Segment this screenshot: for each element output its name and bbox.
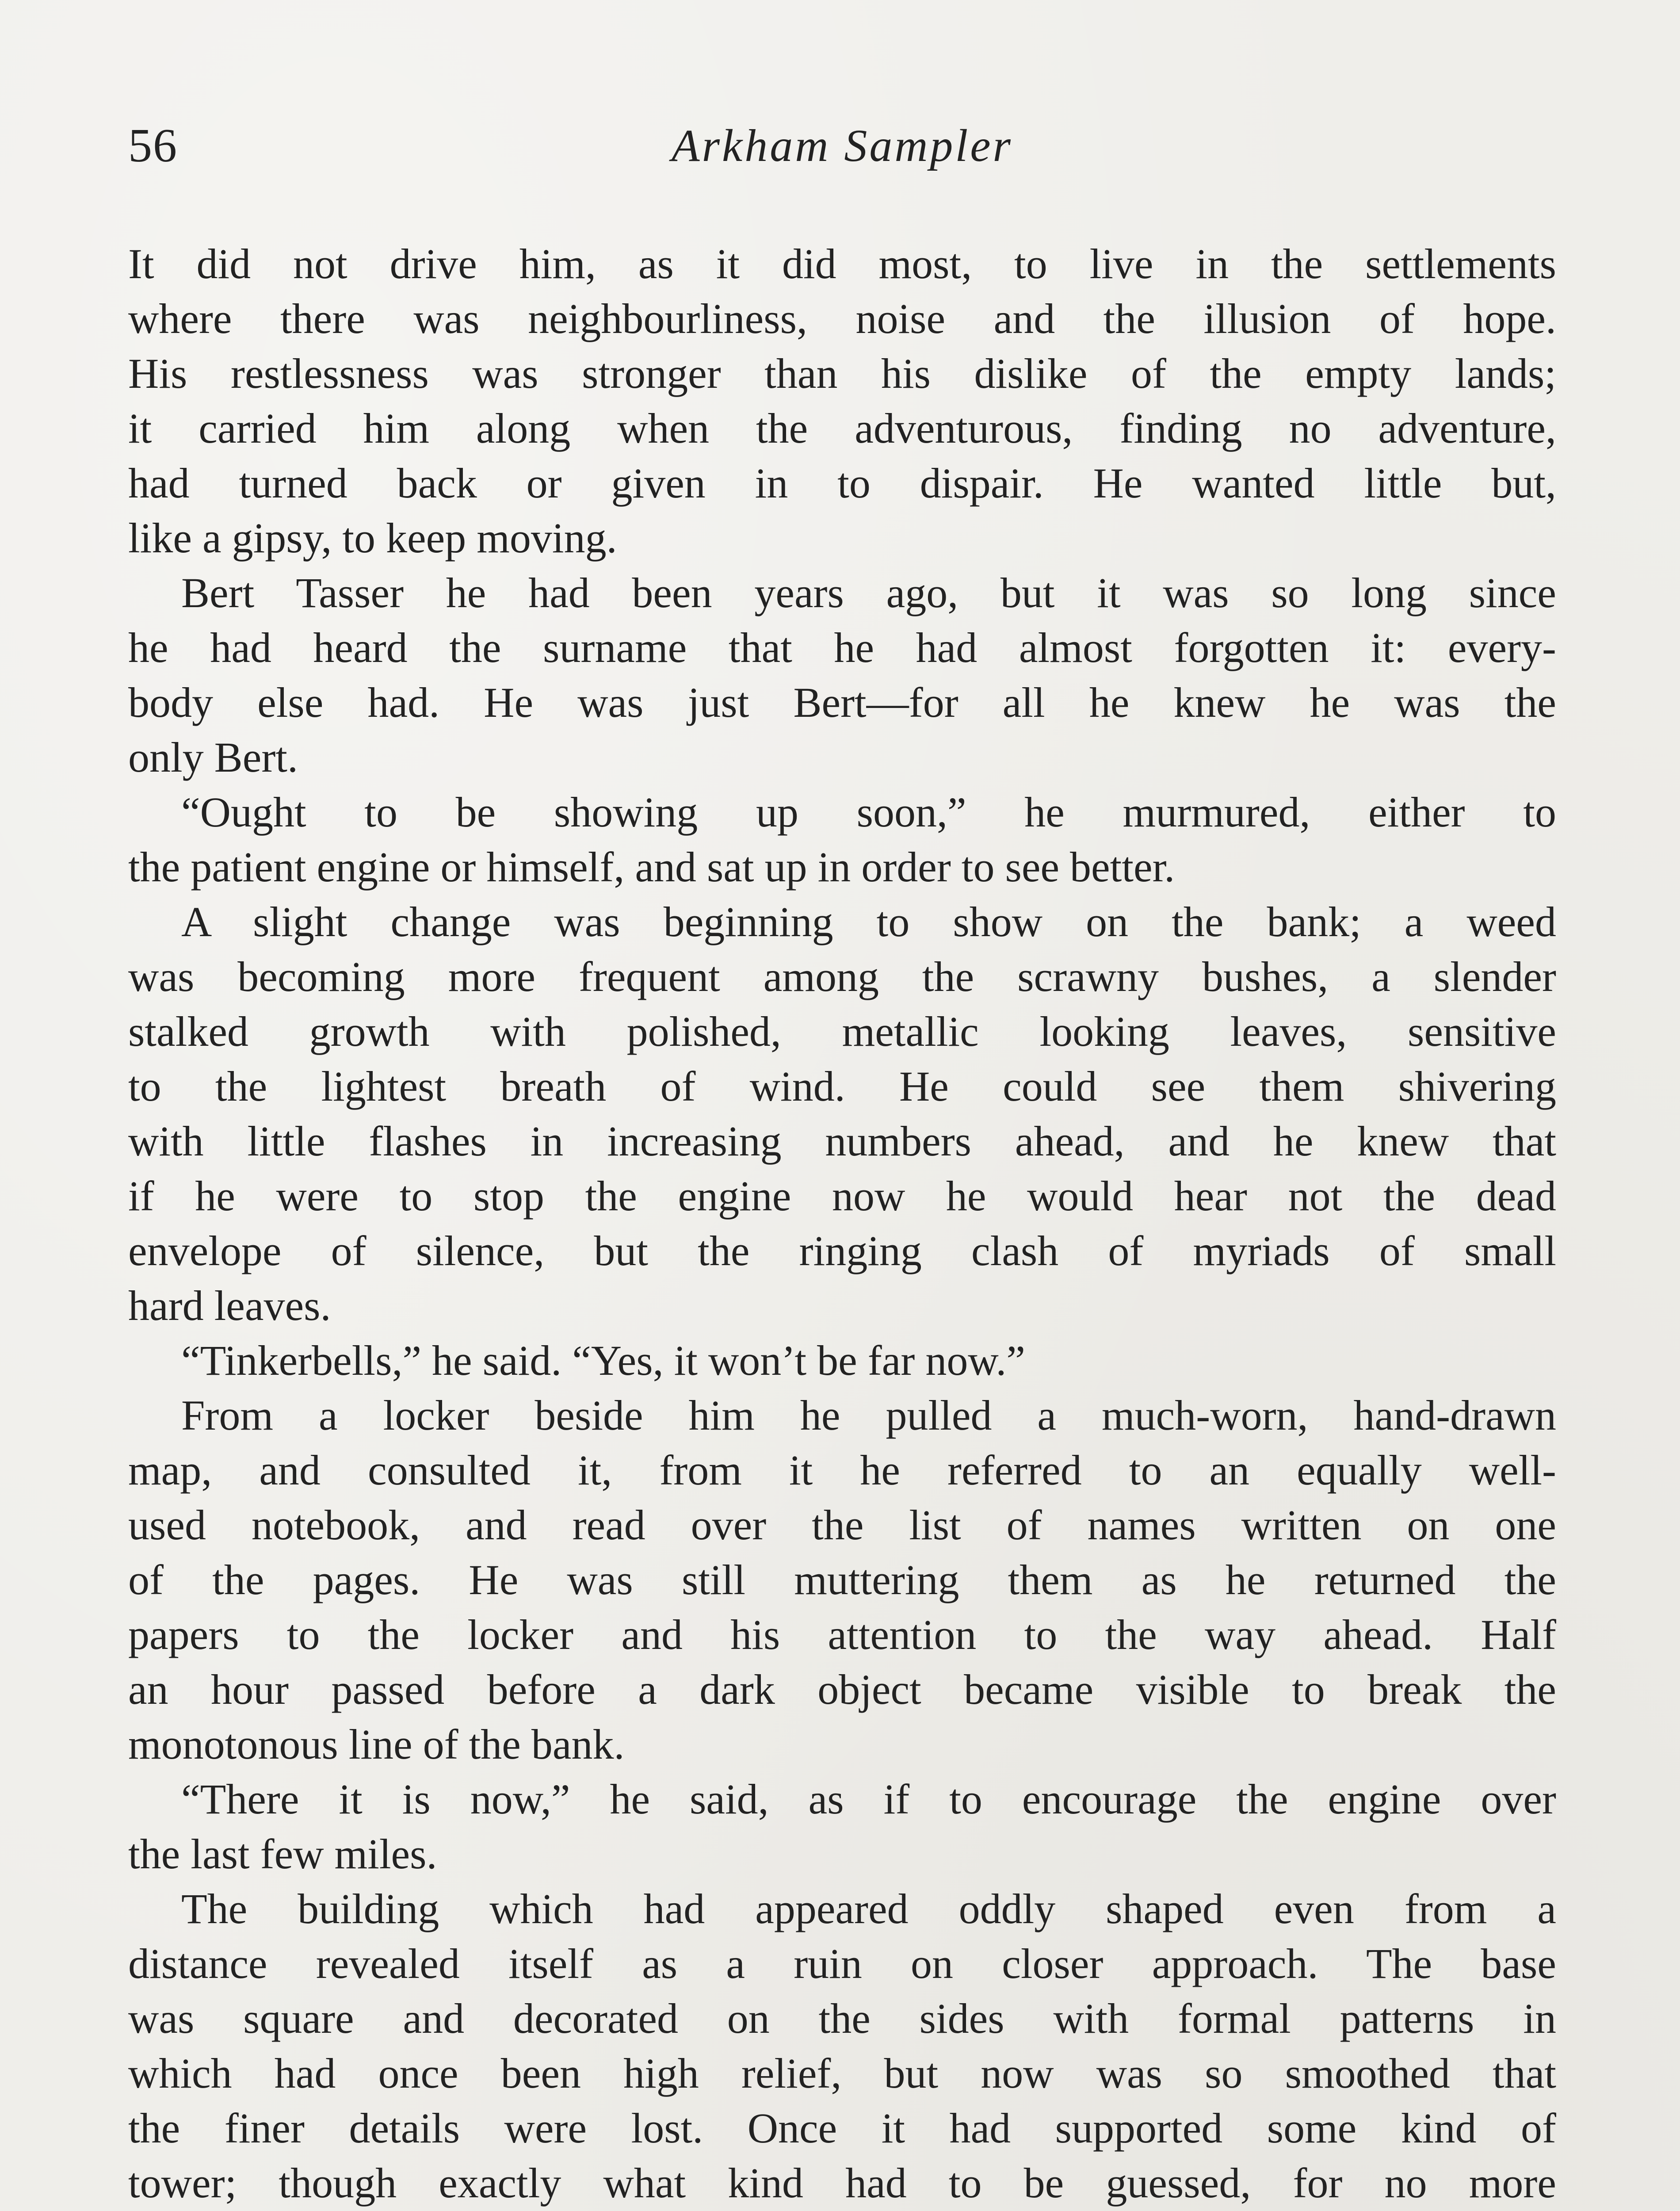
text-line: map, and consulted it, from it he referred to an equally well- xyxy=(128,1446,1556,1494)
text-line: envelope of silence, but the ringing clash of myriads of small xyxy=(128,1227,1556,1274)
text-line: monotonous line of the bank. xyxy=(128,1721,625,1768)
text-line: stalked growth with polished, metallic looking leaves, sensitive xyxy=(128,1008,1556,1055)
text-line: hard leaves. xyxy=(128,1282,331,1329)
text-line: he had heard the surname that he had almost forgotten it: every- xyxy=(128,624,1556,671)
text-line: which had once been high relief, but now was so smoothed that xyxy=(128,2050,1556,2097)
text-line: had turned back or given in to dispair. He wanted little but, xyxy=(128,459,1556,507)
text-line: distance revealed itself as a ruin on closer approach. The base xyxy=(128,1940,1556,1987)
text-line: where there was neighbourliness, noise and the illusion of hope. xyxy=(128,295,1556,342)
page-number: 56 xyxy=(128,119,178,172)
text-line: used notebook, and read over the list of names written on one xyxy=(128,1501,1556,1549)
text-line: tower; though exactly what kind had to be guessed, for no more xyxy=(128,2159,1556,2207)
page-header xyxy=(128,117,1556,188)
text-line: like a gipsy, to keep moving. xyxy=(128,514,617,562)
text-line: the last few miles. xyxy=(128,1830,437,1878)
text-line: papers to the locker and his attention to the way ahead. Half xyxy=(128,1611,1556,1658)
text-line: From a locker beside him he pulled a much-worn, hand-drawn xyxy=(181,1392,1556,1439)
text-line: if he were to stop the engine now he would hear not the dead xyxy=(128,1172,1556,1220)
text-line: to the lightest breath of wind. He could see them shivering xyxy=(128,1063,1556,1110)
text-line: it carried him along when the adventurous, finding no adventure, xyxy=(128,405,1556,452)
running-head-title: Arkham Sampler xyxy=(672,120,1013,171)
text-line: the patient engine or himself, and sat up in order to see better. xyxy=(128,843,1175,891)
text-line: only Bert. xyxy=(128,734,298,781)
text-line: body else had. He was just Bert—for all he knew he was the xyxy=(128,679,1556,726)
text-line: His restlessness was stronger than his dislike of the empty lands; xyxy=(128,350,1556,397)
text-line: A slight change was beginning to show on the bank; a weed xyxy=(181,898,1556,945)
text-line: was square and decorated on the sides with formal patterns in xyxy=(128,1995,1556,2042)
text-line: The building which had appeared oddly shaped even from a xyxy=(181,1885,1556,1932)
text-line: “Ought to be showing up soon,” he murmured, either to xyxy=(181,788,1556,836)
text-line: Bert Tasser he had been years ago, but it was so long since xyxy=(181,569,1556,616)
text-line: was becoming more frequent among the scrawny bushes, a slender xyxy=(128,953,1556,1000)
text-line: of the pages. He was still muttering them as he returned the xyxy=(128,1556,1556,1603)
text-line: an hour passed before a dark object became visible to break the xyxy=(128,1666,1556,1713)
text-line: “Tinkerbells,” he said. “Yes, it won’t be far now.” xyxy=(181,1337,1026,1384)
body-text xyxy=(128,237,1556,2211)
text-line: with little flashes in increasing numbers ahead, and he knew that xyxy=(128,1117,1556,1165)
text-line: the finer details were lost. Once it had supported some kind of xyxy=(128,2104,1556,2152)
text-line: It did not drive him, as it did most, to live in the settlements xyxy=(128,240,1556,287)
text-line: “There it is now,” he said, as if to encourage the engine over xyxy=(181,1775,1556,1823)
